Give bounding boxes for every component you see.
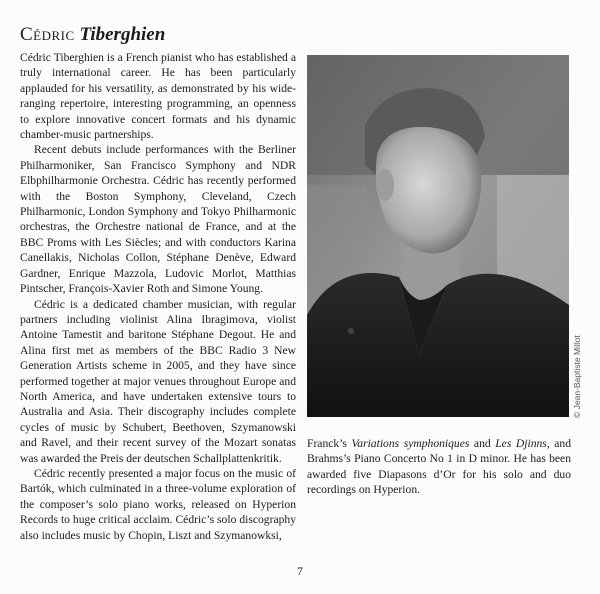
bio-paragraph-continued <box>307 436 571 498</box>
text-franck: Franck’s <box>307 437 352 450</box>
photo-credit: © Jean-Baptiste Millot <box>572 335 582 418</box>
text-and: and <box>469 437 496 450</box>
bio-paragraph-2: Recent debuts include performances with the Berliner Philharmoniker, San Francisco Symphony and NDR Elbphilharmonie Orchestra. Cédric has recently performed with the Boston Symphony, Cleveland, Czech Philharmonic, London Symphony and Tokyo Philharmonic orchestras, the Orchestre national de France, and at the BBC Proms with Les Siècles; and with conductors Karina Canellakis, Nicholas Collon, Stéphane Denève, Edward Gardner, Enrique Mazzola, Ludovic Morlot, Matthias Pintscher, François-Xavier Roth and Simone Young. <box>20 143 296 296</box>
page-number: 7 <box>297 564 303 578</box>
artist-first-name: Cédric <box>20 24 75 45</box>
work-title-djinns: Les Djinns <box>495 437 547 450</box>
artist-heading <box>20 24 165 46</box>
work-title-variations: Variations symphoniques <box>351 437 470 450</box>
biography-right-column <box>307 436 571 498</box>
artist-portrait-photo <box>307 55 569 417</box>
text-rest: , and Brahms’s Piano Concerto No 1 in D minor. He has been awarded five Diapasons d’Or for his solo and duo recordings on Hyperion. <box>307 437 571 497</box>
bio-paragraph-1: Cédric Tiberghien is a French pianist who has established a truly international career. He has been particularly applauded for his versatility, as demonstrated by his wide-ranging repertoire, interesting programming, an openness to explore innovative concert formats and his dynamic chamber-music partnerships. <box>20 51 296 142</box>
biography-left-column <box>20 50 296 543</box>
portrait-illustration <box>307 55 569 417</box>
artist-last-name: Tiberghien <box>79 24 166 45</box>
bio-paragraph-4: Cédric recently presented a major focus on the music of Bartók, which culminated in a three-volume exploration of the composer’s solo piano works, released on Hyperion Records to huge critical acclaim. Cédric’s solo discography also includes music by Chopin, Liszt and Szymanowksi, <box>20 466 296 542</box>
bio-paragraph-3: Cédric is a dedicated chamber musician, with regular partners including violinist Alina Ibragimova, violist Antoine Tamestit and baritone Stéphane Degout. He and Alina first met as members of the BBC Radio 3 New Generation Artists scheme in 2005, and they have since performed together at major venues throughout Europe and North America, and have undertaken extensive tours to Australia and Asia. Their discography includes complete cycles of music by Schubert, Beethoven, Szymanowski and Ravel, and their recent survey of the Mozart sonatas was awarded the Preis der deutschen Schallplattenkritik. <box>20 297 296 465</box>
